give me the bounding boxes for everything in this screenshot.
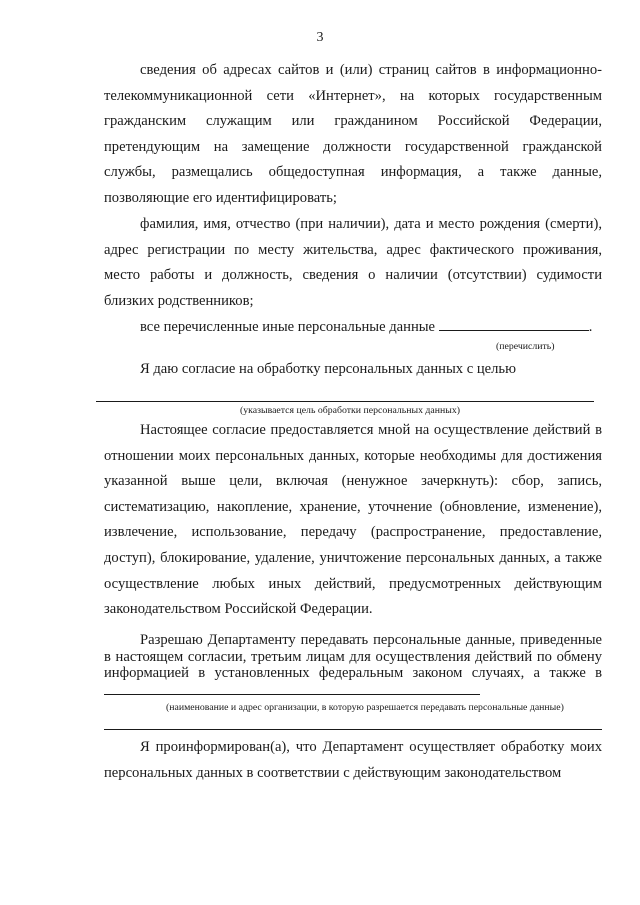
paragraph-relatives-info: фамилия, имя, отчество (при наличии), дата и место рождения (смерти), адрес регистрации по месту жительства, адрес фактического проживания, место работы и должность, сведения о наличии (отсутствии) судимости близких родственников; <box>104 216 602 309</box>
caption-list: (перечислить) <box>496 341 555 352</box>
transfer-blank <box>104 682 480 695</box>
other-data-blank <box>439 318 589 331</box>
paragraph-informed: Я проинформирован(а), что Департамент осуществляет обработку моих персональных данных в соответствии с действующим законодательством <box>104 739 602 781</box>
organization-blank-line <box>104 729 602 730</box>
purpose-blank-line <box>96 401 594 402</box>
transfer-text: Разрешаю Департаменту передавать персональные данные, приведенные в настоящем согласии, третьим лицам для осуществления действий по обмену информацией в установленных федеральным законом случаях, а также в <box>104 632 602 681</box>
paragraph-consent-purpose: Я даю согласие на обработку персональных данных с целью <box>140 361 516 377</box>
paragraph-other-data <box>104 315 602 341</box>
other-data-label: все перечисленные иные персональные данные <box>140 319 436 335</box>
caption-organization: (наименование и адрес организации, в которую разрешается передавать персональные данные) <box>166 702 564 713</box>
caption-purpose: (указывается цель обработки персональных данных) <box>240 405 460 416</box>
page-number: 3 <box>316 30 324 45</box>
paragraph-actions: Настоящее согласие предоставляется мной на осуществление действий в отношении моих персональных данных, которые необходимы для достижения указанной выше цели, включая (ненужное зачеркнуть): сбор, запись, систематизацию, накопление, хранение, уточнение (обновление, изменение), извлечение, использование, передачу (распространение, предоставление, доступ), блокирование, удаление, уничтожение персональных данных, а также осуществление любых иных действий, предусмотренных действующим законодательством Российской Федерации. <box>104 422 602 618</box>
paragraph-website-info: сведения об адресах сайтов и (или) страниц сайтов в информационно-телекоммуникационной сети «Интернет», на которых государственным гражданским служащим или гражданином Российской Федерации, претендующим на замещение должности государственной гражданской службы, размещались общедоступная информация, а также данные, позволяющие его идентифицировать; <box>104 62 602 206</box>
paragraph-transfer <box>104 632 602 699</box>
other-data-period: . <box>588 319 593 335</box>
